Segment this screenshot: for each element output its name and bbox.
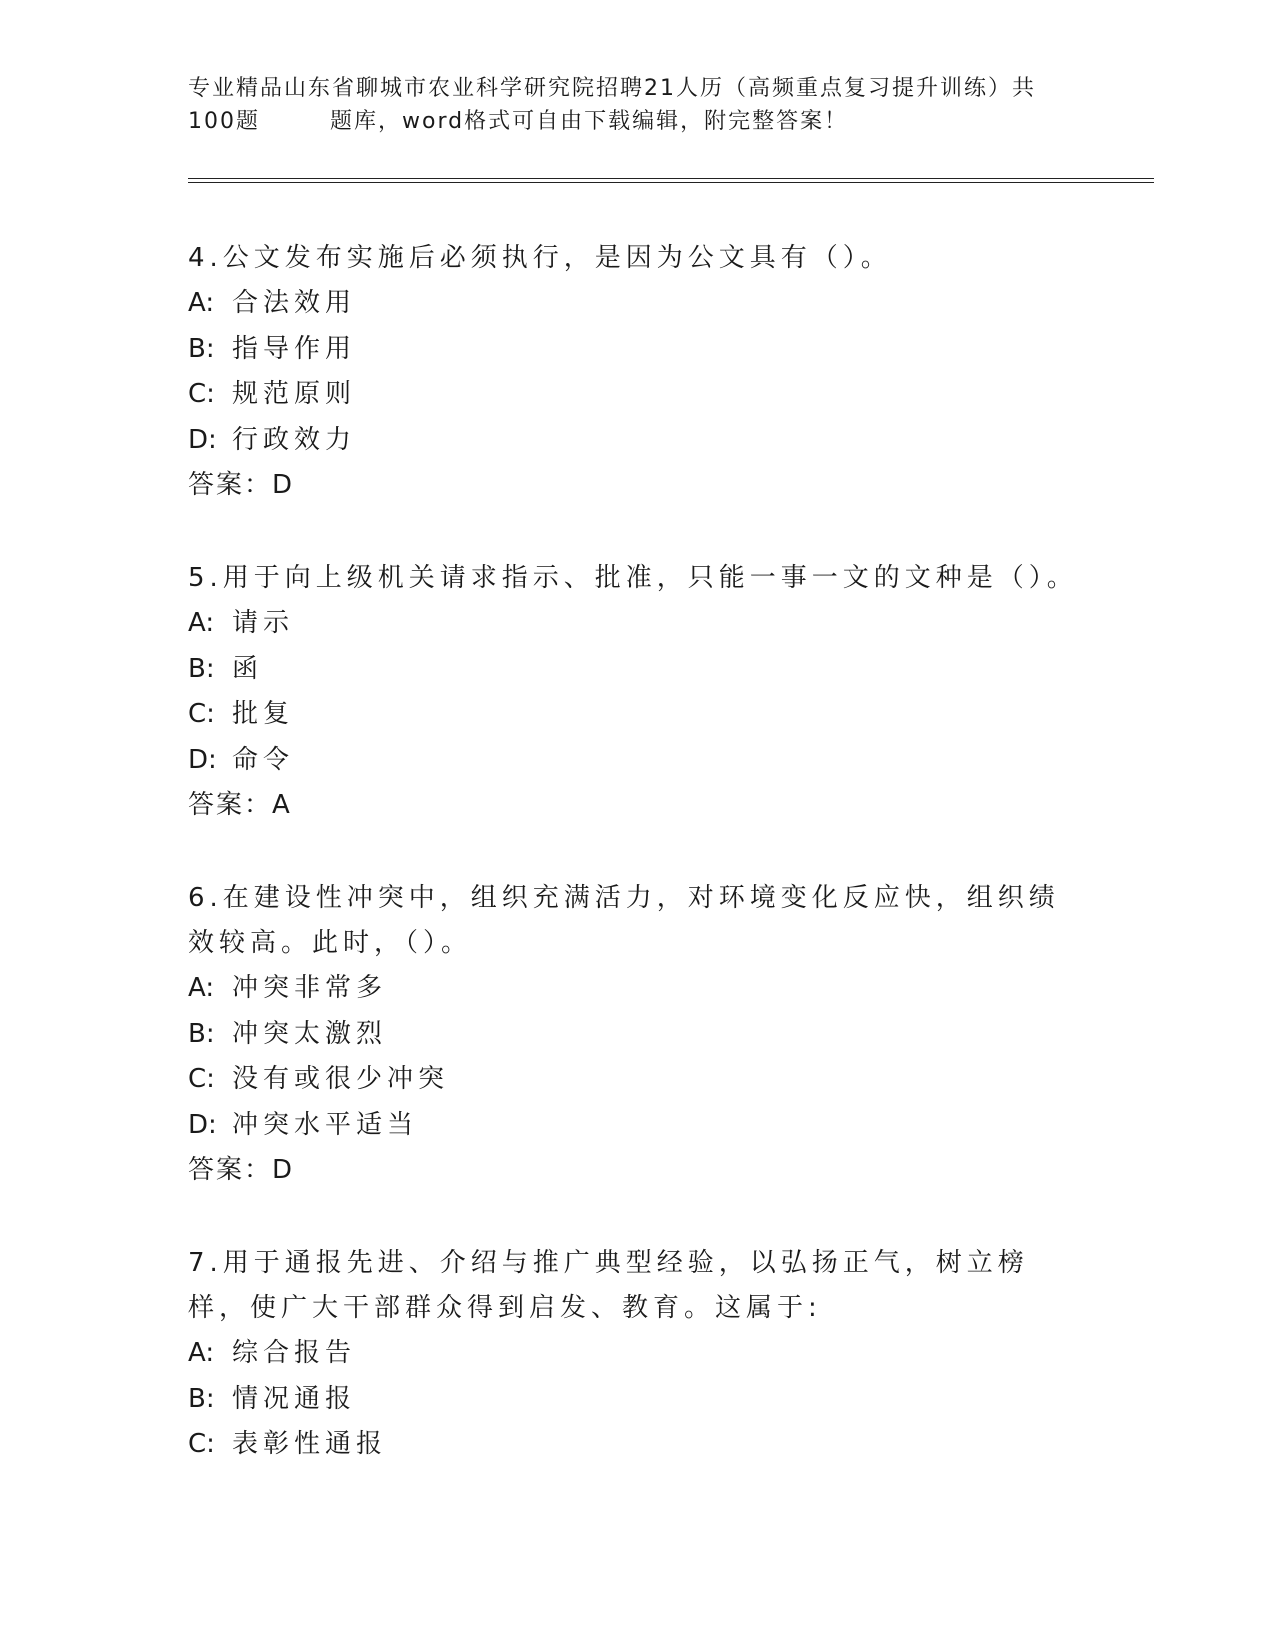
option-d: [188, 1103, 1088, 1149]
option-letter: D:: [188, 744, 217, 775]
option-letter: B:: [188, 1018, 215, 1049]
option-letter: A:: [188, 608, 215, 638]
question-list: [188, 236, 1088, 1516]
option-a: [188, 966, 1088, 1012]
answer-line: 答案：D: [188, 1155, 295, 1185]
option-letter: B:: [188, 1383, 215, 1414]
question-7: [188, 1241, 1088, 1468]
header-line-2: [188, 105, 1088, 138]
question-stem: 4.公文发布实施后必须执行，是因为公文具有（）。: [188, 243, 892, 273]
option-a: [188, 601, 1088, 647]
option-text: 冲突太激烈: [232, 1018, 388, 1049]
option-letter: C:: [188, 699, 215, 729]
option-text: 规范原则: [232, 379, 357, 409]
answer-line: 答案：D: [188, 470, 295, 500]
option-letter: C:: [188, 1429, 215, 1459]
option-c: [188, 1057, 1088, 1103]
option-d: [188, 418, 1088, 464]
option-text: 综合报告: [232, 1338, 357, 1368]
option-c: [188, 1422, 1088, 1468]
option-c: [188, 372, 1088, 418]
header-question-count: 100题: [188, 109, 260, 134]
question-6: [188, 876, 1088, 1193]
question-stem: 5.用于向上级机关请求指示、批准，只能一事一文的文种是（）。: [188, 563, 1078, 593]
question-5: [188, 556, 1088, 828]
option-text: 情况通报: [232, 1383, 357, 1414]
option-text: 函: [232, 653, 264, 684]
option-letter: A:: [188, 973, 215, 1003]
option-letter: C:: [188, 1064, 215, 1094]
option-a: [188, 1331, 1088, 1377]
option-text: 指导作用: [232, 333, 357, 364]
answer-line: 答案：A: [188, 790, 292, 820]
option-letter: B:: [188, 333, 215, 364]
option-d: [188, 738, 1088, 784]
option-b: [188, 1012, 1088, 1058]
option-text: 合法效用: [232, 288, 357, 318]
option-b: [188, 1377, 1088, 1423]
option-c: [188, 692, 1088, 738]
question-stem: 6.在建设性冲突中，组织充满活力，对环境变化反应快，组织绩效较高。此时，（）。: [188, 883, 1060, 958]
option-text: 表彰性通报: [232, 1429, 388, 1459]
option-b: [188, 647, 1088, 693]
option-text: 没有或很少冲突: [232, 1064, 450, 1094]
header-description: 题库，word格式可自由下载编辑，附完整答案！: [330, 109, 849, 134]
option-letter: B:: [188, 653, 215, 684]
option-letter: A:: [188, 1338, 215, 1368]
option-text: 请示: [232, 608, 295, 638]
question-4: [188, 236, 1088, 508]
option-letter: A:: [188, 288, 215, 318]
option-b: [188, 327, 1088, 373]
option-text: 冲突水平适当: [232, 1109, 419, 1140]
document-header: [188, 72, 1088, 138]
option-letter: C:: [188, 379, 215, 409]
option-a: [188, 281, 1088, 327]
option-text: 批复: [232, 699, 295, 729]
question-stem: 7.用于通报先进、介绍与推广典型经验，以弘扬正气，树立榜样，使广大干部群众得到启发、教育。这属于:: [188, 1248, 1029, 1323]
option-letter: D:: [188, 424, 217, 455]
option-text: 命令: [232, 744, 295, 775]
header-divider-bottom: [188, 182, 1154, 183]
option-text: 冲突非常多: [232, 973, 388, 1003]
option-text: 行政效力: [232, 424, 357, 455]
header-divider-top: [188, 178, 1154, 179]
option-letter: D:: [188, 1109, 217, 1140]
header-line-1: 专业精品山东省聊城市农业科学研究院招聘21人历（高频重点复习提升训练）共: [188, 76, 1036, 101]
